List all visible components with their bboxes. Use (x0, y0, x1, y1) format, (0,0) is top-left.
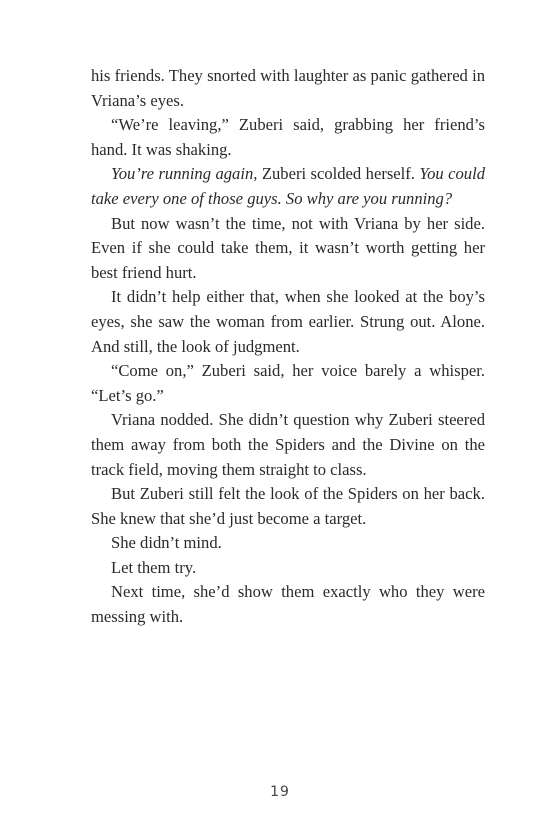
paragraph: Let them try. (111, 557, 197, 577)
paragraph: Vriana nodded. She didn’t question why Zuberi steered them away from both the Spiders and the Divine on the track field, moving them straight to class. (91, 410, 485, 479)
paragraph: “Come on,” Zuberi said, her voice barely a whisper. “Let’s go.” (91, 361, 485, 405)
paragraph: Next time, she’d show them exactly who they were messing with. (91, 582, 485, 627)
paragraph: It didn’t help either that, when she looked at the boy’s eyes, she saw the woman from earlier. Strung out. Alone. And still, the look of judgment. (91, 287, 485, 356)
italic-thought: You could take every one of those guys. So why are you running? (91, 164, 486, 208)
italic-thought: You’re running again, (111, 164, 258, 184)
paragraph: She didn’t mind. (111, 533, 222, 553)
body-text (91, 64, 485, 630)
paragraph: But now wasn’t the time, not with Vriana by her side. Even if she could take them, it wasn’t worth getting her best friend hurt. (91, 213, 485, 282)
paragraph (91, 162, 485, 211)
page-number: 19 (270, 784, 290, 800)
paragraph: “We’re leaving,” Zuberi said, grabbing her friend’s hand. It was shaking. (91, 115, 485, 159)
paragraph: his friends. They snorted with laughter as panic gathered in Vriana’s eyes. (91, 66, 485, 110)
paragraph: But Zuberi still felt the look of the Spiders on her back. She knew that she’d just become a target. (91, 484, 485, 528)
narration-text: Zuberi scolded herself. (257, 164, 420, 184)
